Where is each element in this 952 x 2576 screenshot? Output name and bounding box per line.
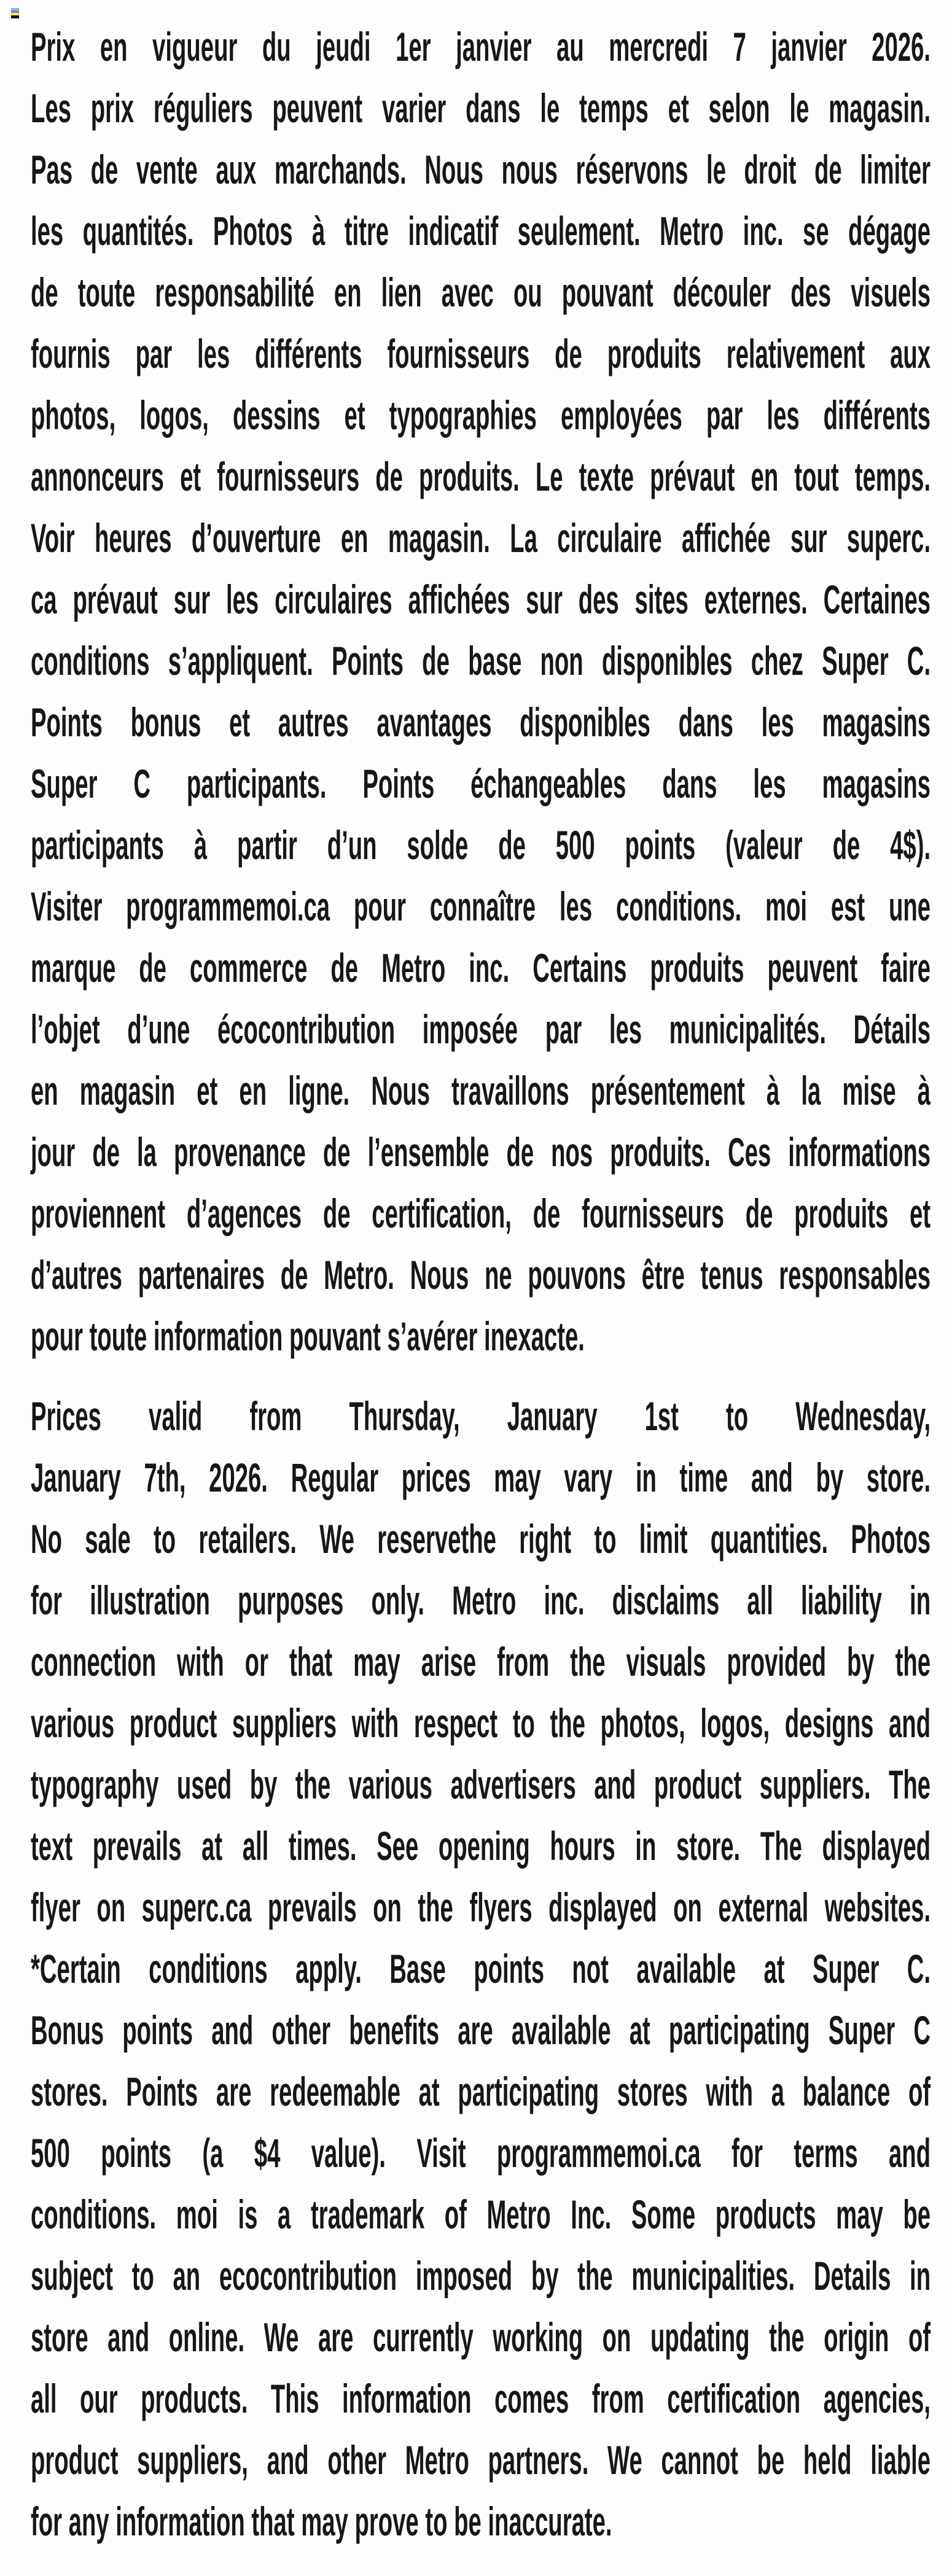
text-line: marque de commerce de Metro inc. Certains produits peuvent faire	[31, 945, 931, 990]
text-line: Points bonus et autres avantages disponibles dans les magasins	[31, 699, 931, 745]
text-line: fournis par les différents fournisseurs de produits relativement aux	[31, 331, 931, 376]
text-line: Visiter programmemoi.ca pour connaître les conditions. moi est une	[31, 884, 931, 929]
text-line: participants à partir d’un solde de 500 points (valeur de 4$).	[31, 822, 931, 868]
disclaimer-paragraph-english	[31, 1385, 931, 2552]
text-line: connection with or that may arise from the visuals provided by the	[31, 1639, 931, 1684]
color-stripe	[11, 15, 19, 18]
text-line: d’autres partenaires de Metro. Nous ne pouvons être tenus responsables	[31, 1252, 931, 1298]
text-line: typography used by the various advertisers and product suppliers. The	[31, 1762, 931, 1807]
text-line: l’objet d’une écocontribution imposée par les municipalités. Détails	[31, 1006, 931, 1052]
text-line: for any information that may prove to be inaccurate.	[31, 2499, 612, 2544]
disclaimer-paragraph-french	[31, 16, 931, 1367]
text-line: store and online. We are currently working on updating the origin of	[31, 2314, 931, 2360]
text-line: Prices valid from Thursday, January 1st to Wednesday,	[31, 1393, 931, 1439]
print-registration-mark-icon	[11, 8, 19, 18]
text-line: *Certain conditions apply. Base points not available at Super C.	[31, 1946, 931, 1991]
text-line: various product suppliers with respect to the photos, logos, designs and	[31, 1700, 931, 1746]
legal-text-block	[31, 16, 931, 2552]
text-line: jour de la provenance de l’ensemble de nos produits. Ces informations	[31, 1129, 931, 1175]
text-line: flyer on superc.ca prevails on the flyers displayed on external websites.	[31, 1885, 931, 1930]
text-line: annonceurs et fournisseurs de produits. Le texte prévaut en tout temps.	[31, 454, 931, 499]
text-line: Prix en vigueur du jeudi 1er janvier au mercredi 7 janvier 2026.	[31, 24, 931, 69]
text-line: 500 points (a $4 value). Visit programmemoi.ca for terms and	[31, 2130, 931, 2176]
text-line: les quantités. Photos à titre indicatif seulement. Metro inc. se dégage	[31, 208, 931, 254]
text-line: No sale to retailers. We reservethe right to limit quantities. Photos	[31, 1516, 931, 1562]
text-line: Les prix réguliers peuvent varier dans le temps et selon le magasin.	[31, 85, 931, 131]
text-line: conditions. moi is a trademark of Metro Inc. Some products may be	[31, 2192, 931, 2237]
text-line: text prevails at all times. See opening hours in store. The displayed	[31, 1823, 931, 1869]
text-line: subject to an ecocontribution imposed by the municipalities. Details in	[31, 2253, 931, 2298]
text-line: for illustration purposes only. Metro inc. disclaims all liability in	[31, 1578, 931, 1623]
text-line: product suppliers, and other Metro partners. We cannot be held liable	[31, 2437, 931, 2483]
text-line: conditions s’appliquent. Points de base non disponibles chez Super C.	[31, 638, 931, 683]
text-line: pour toute information pouvant s’avérer inexacte.	[31, 1313, 585, 1359]
text-line: Pas de vente aux marchands. Nous nous réservons le droit de limiter	[31, 147, 931, 192]
text-line: ca prévaut sur les circulaires affichées sur des sites externes. Certaines	[31, 577, 931, 622]
text-line: stores. Points are redeemable at participating stores with a balance of	[31, 2069, 931, 2114]
text-line: de toute responsabilité en lien avec ou pouvant découler des visuels	[31, 270, 931, 315]
text-line: Voir heures d’ouverture en magasin. La circulaire affichée sur superc.	[31, 515, 931, 561]
text-line: en magasin et en ligne. Nous travaillons présentement à la mise à	[31, 1068, 931, 1113]
text-line: Super C participants. Points échangeables dans les magasins	[31, 761, 931, 806]
text-line: Bonus points and other benefits are available at participating Super C	[31, 2007, 931, 2053]
text-line: January 7th, 2026. Regular prices may vary in time and by store.	[31, 1455, 931, 1500]
text-line: proviennent d’agences de certification, de fournisseurs de produits et	[31, 1191, 931, 1236]
text-line: photos, logos, dessins et typographies employées par les différents	[31, 392, 931, 438]
text-line: all our products. This information comes from certification agencies,	[31, 2376, 931, 2421]
